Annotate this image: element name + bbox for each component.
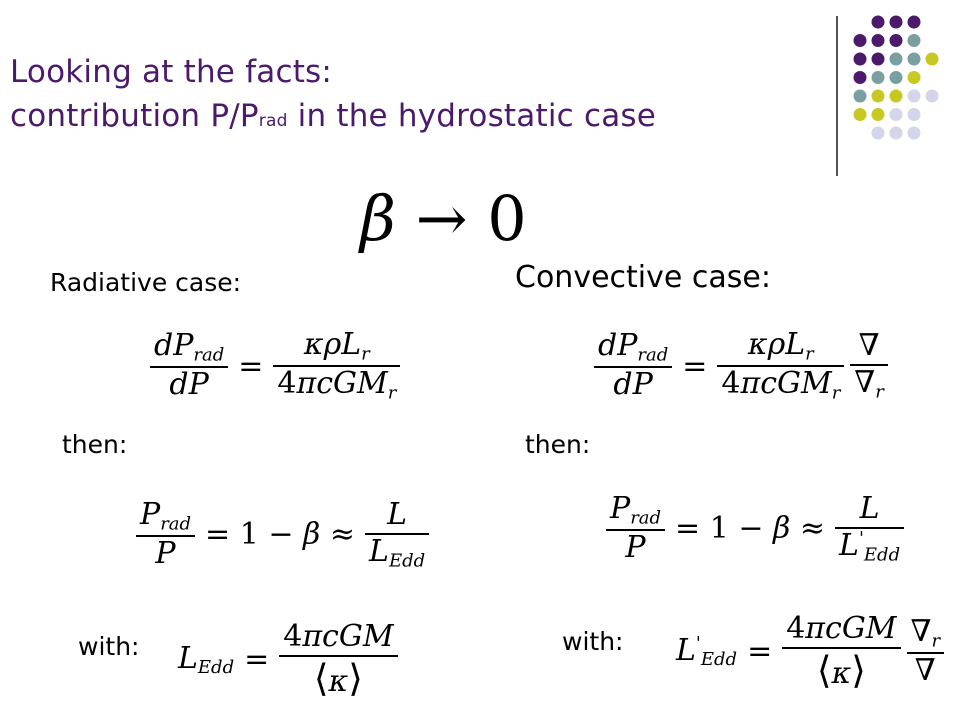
decorative-dot (872, 71, 885, 84)
radiative-with-label: with: (78, 632, 140, 661)
decorative-dot (908, 90, 921, 103)
decorative-dot (872, 90, 885, 103)
decorative-dot (872, 34, 885, 47)
eddington-luminosity-equation: LEdd = $\frac{\text{4πcGM}}{⟨\kappa⟩}$ (178, 620, 398, 700)
convective-then-label: then: (525, 430, 591, 459)
decorative-dot (908, 34, 921, 47)
convective-pressure-gradient-equation: $\frac{\text{dPrad}}{dP}$ = $\frac{\text{κρLr}}{\text{4πcGMr}}$ $\frac{\nabla}{\nabla r}$ (594, 328, 888, 404)
decorative-dot (854, 71, 867, 84)
arrow-symbol: → (415, 182, 468, 255)
decorative-dot (872, 108, 885, 121)
decorative-dot (872, 127, 885, 140)
radiative-then-label: then: (62, 430, 128, 459)
decorative-dot (854, 34, 867, 47)
decorative-divider-line (836, 16, 838, 176)
convective-with-label: with: (562, 627, 624, 656)
slide-title (10, 50, 656, 143)
decorative-dot (926, 53, 939, 66)
decorative-dot (890, 108, 903, 121)
decorative-dot (908, 127, 921, 140)
beta-limit-equation (360, 182, 527, 255)
convective-pressure-ratio-equation: $\frac{\text{Prad}}{P}$ = 1 − β ≈ $\frac{L}{L'Edd}$ (606, 492, 904, 566)
title-line-2-pre: contribution P/P (10, 98, 259, 134)
zero-value: 0 (487, 182, 527, 255)
title-line-2-sub: rad (258, 111, 288, 131)
decorative-dot (872, 16, 885, 29)
decorative-dot (890, 16, 903, 29)
convective-case-heading: Convective case: (515, 260, 771, 295)
beta-symbol: β (360, 182, 396, 255)
decorative-dot (890, 53, 903, 66)
decorative-dot (872, 53, 885, 66)
decorative-dot (890, 71, 903, 84)
decorative-dot (908, 108, 921, 121)
decorative-dot (926, 90, 939, 103)
title-line-1: Looking at the facts: (10, 54, 333, 90)
decorative-dot (890, 127, 903, 140)
radiative-pressure-gradient-equation: $\frac{\text{dPrad}}{dP}$ = $\frac{\text{κρLr}}{\text{4πcGMr}}$ (150, 328, 400, 404)
decorative-dot (854, 53, 867, 66)
decorative-dot (908, 16, 921, 29)
decorative-dot (908, 53, 921, 66)
radiative-case-heading: Radiative case: (50, 268, 242, 297)
decorative-dot (854, 108, 867, 121)
decorative-dot (890, 90, 903, 103)
modified-eddington-luminosity-equation: L'Edd = $\frac{\text{4πcGM}}{⟨\kappa⟩}$ $\frac{\nabla r}{\nabla}$ (676, 612, 944, 692)
title-line-2-post: in the hydrostatic case (287, 98, 657, 134)
decorative-dot (890, 34, 903, 47)
radiative-pressure-ratio-equation: $\frac{\text{Prad}}{P}$ = 1 − β ≈ $\frac{L}{\text{LEdd}}$ (136, 498, 429, 572)
title-line-2 (10, 94, 656, 143)
decorative-dot (908, 71, 921, 84)
decorative-dot (854, 90, 867, 103)
